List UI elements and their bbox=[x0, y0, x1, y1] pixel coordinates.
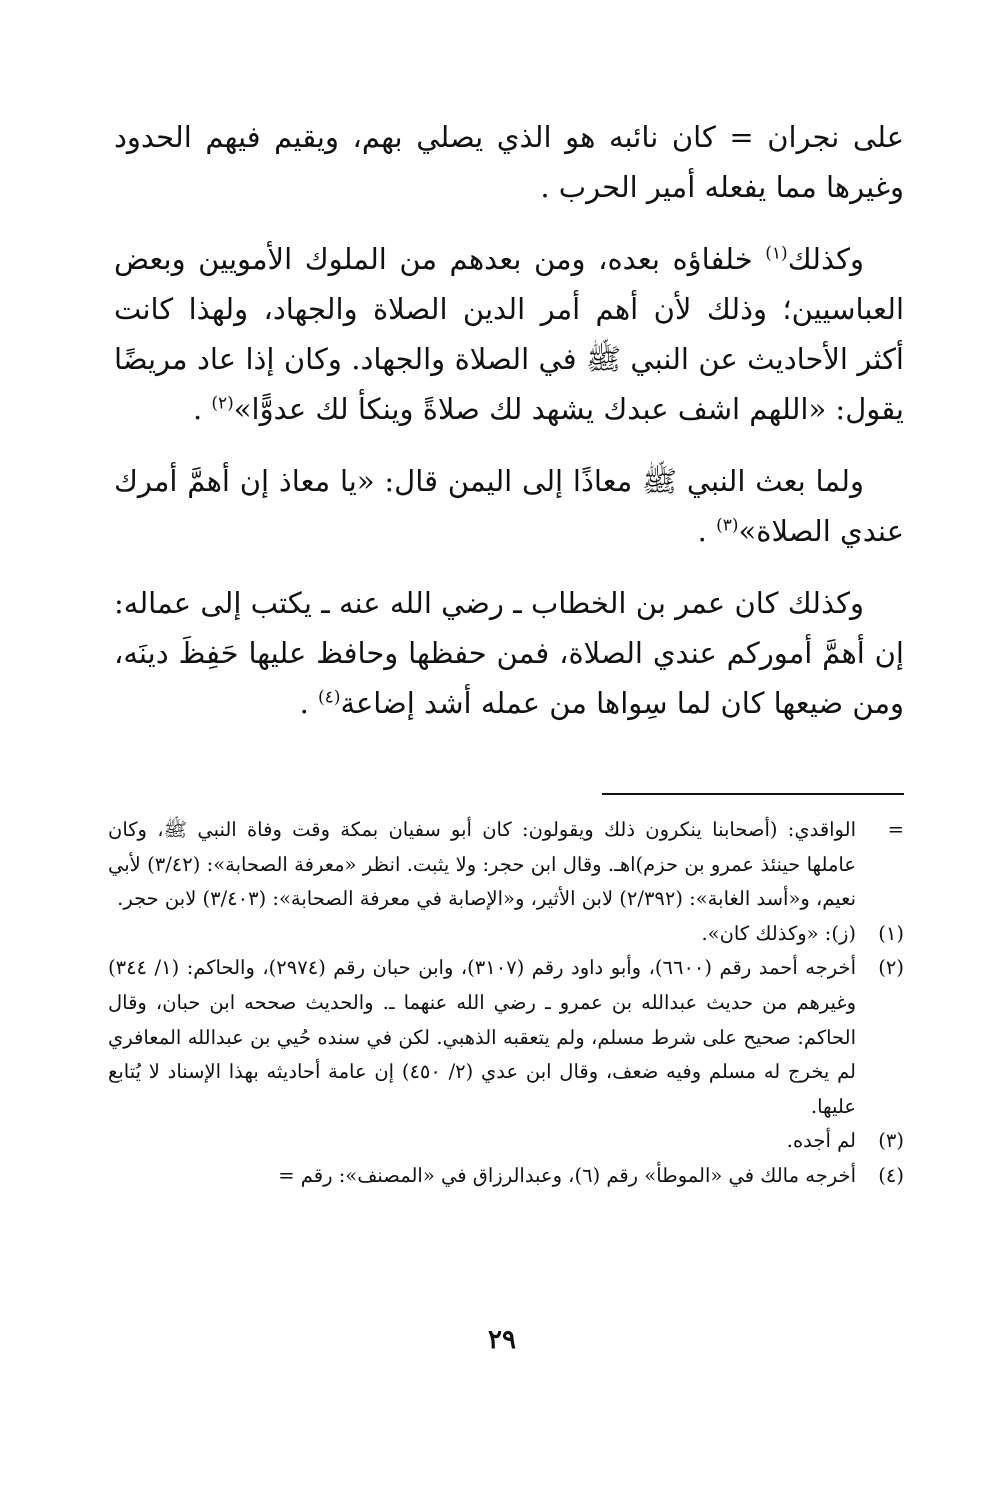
footnote-number: (٢) bbox=[878, 956, 904, 980]
footnote-separator bbox=[602, 793, 904, 795]
paragraph-text: على نجران = كان نائبه هو الذي يصلي بهم، ويقيم فيهم الحدود وغيرها مما يفعله أمير الحرب . bbox=[114, 120, 904, 204]
paragraph bbox=[114, 234, 904, 434]
footnote-reference: (٢) bbox=[211, 393, 234, 414]
page-number: ٢٩ bbox=[488, 1325, 516, 1355]
footnote-text: أخرجه مالك في «الموطأ» رقم (٦)، وعبدالرزاق في «المصنف»: رقم = bbox=[278, 1163, 856, 1187]
footnote-text: الواقدي: (أصحابنا ينكرون ذلك ويقولون: كان أبو سفيان بمكة وقت وفاة النبي ﷺ، وكان عاملها حينئذ عمرو بن حزم)اهـ. وقال ابن حجر: ولا يثبت. انظر «معرفة الصحابة»: (٣/٤٢) لأبي نعيم، و«أسد الغابة»: (٢/٣٩٢) لابن الأثير، و«الإصابة في معرفة الصحابة»: (٣/٤٠٣) لابن حجر. bbox=[108, 818, 857, 911]
footnote bbox=[108, 917, 904, 952]
paragraph-text: . bbox=[192, 392, 212, 426]
paragraph-text: وكذلك كان عمر بن الخطاب ـ رضي الله عنه ـ يكتب إلى عماله: إن أهمَّ أموركم عندي الصلاة، فمن حفظها وحافظ عليها حَفِظَ دينَه، ومن ضيعها كان لما سِواها من عمله أشد إضاعة bbox=[114, 586, 904, 720]
paragraph-text: وكذلك bbox=[787, 242, 864, 276]
footnote-number: (٣) bbox=[878, 1129, 904, 1153]
footnote-text: (ز): «وكذلك كان». bbox=[701, 921, 856, 945]
paragraph-text: ولما بعث النبي ﷺ معاذًا إلى اليمن قال: «يا معاذ إن أهمَّ أمرك عندي الصلاة» bbox=[114, 464, 904, 548]
footnotes bbox=[108, 813, 904, 1194]
footnote-reference: (٤) bbox=[318, 687, 341, 708]
paragraph bbox=[114, 578, 904, 728]
footnote-number: = bbox=[887, 818, 904, 841]
paragraph bbox=[114, 456, 904, 556]
footnote bbox=[108, 1124, 904, 1159]
footnote-number: (١) bbox=[878, 921, 904, 945]
paragraph bbox=[114, 112, 904, 212]
paragraph-text: . bbox=[299, 686, 319, 720]
main-text bbox=[114, 112, 904, 750]
footnote bbox=[108, 1159, 904, 1194]
footnote-reference: (١) bbox=[765, 243, 788, 264]
footnote bbox=[108, 813, 904, 917]
footnote-reference: (٣) bbox=[716, 515, 739, 536]
footnote-number: (٤) bbox=[878, 1163, 904, 1187]
paragraph-text: خلفاؤه بعده، ومن بعدهم من الملوك الأمويين وبعض العباسيين؛ وذلك لأن أهم أمر الدين الصلاة والجهاد، ولهذا كانت أكثر الأحاديث عن النبي ﷺ في الصلاة والجهاد. وكان إذا عاد مريضًا يقول: «اللهم اشف عبدك يشهد لك صلاةً وينكأ لك عدوًّا» bbox=[114, 242, 904, 426]
paragraph-text: . bbox=[697, 514, 717, 548]
footnote bbox=[108, 951, 904, 1124]
footnote-text: أخرجه أحمد رقم (٦٦٠٠)، وأبو داود رقم (٣١٠٧)، وابن حبان رقم (٢٩٧٤)، والحاكم: (١/ ٣٤٤) وغيرهم من حديث عبدالله بن عمرو ـ رضي الله عنهما ـ. والحديث صححه ابن حبان، وقال الحاكم: صحيح على شرط مسلم، ولم يتعقبه الذهبي. لكن في سنده حُيي بن عبدالله المعافري لم يخرج له مسلم وفيه ضعف، وقال ابن عدي (٢/ ٤٥٠) إن عامة أحاديثه بهذا الإسناد لا يُتابع عليها. bbox=[108, 956, 857, 1118]
footnote-text: لم أجده. bbox=[786, 1129, 856, 1153]
